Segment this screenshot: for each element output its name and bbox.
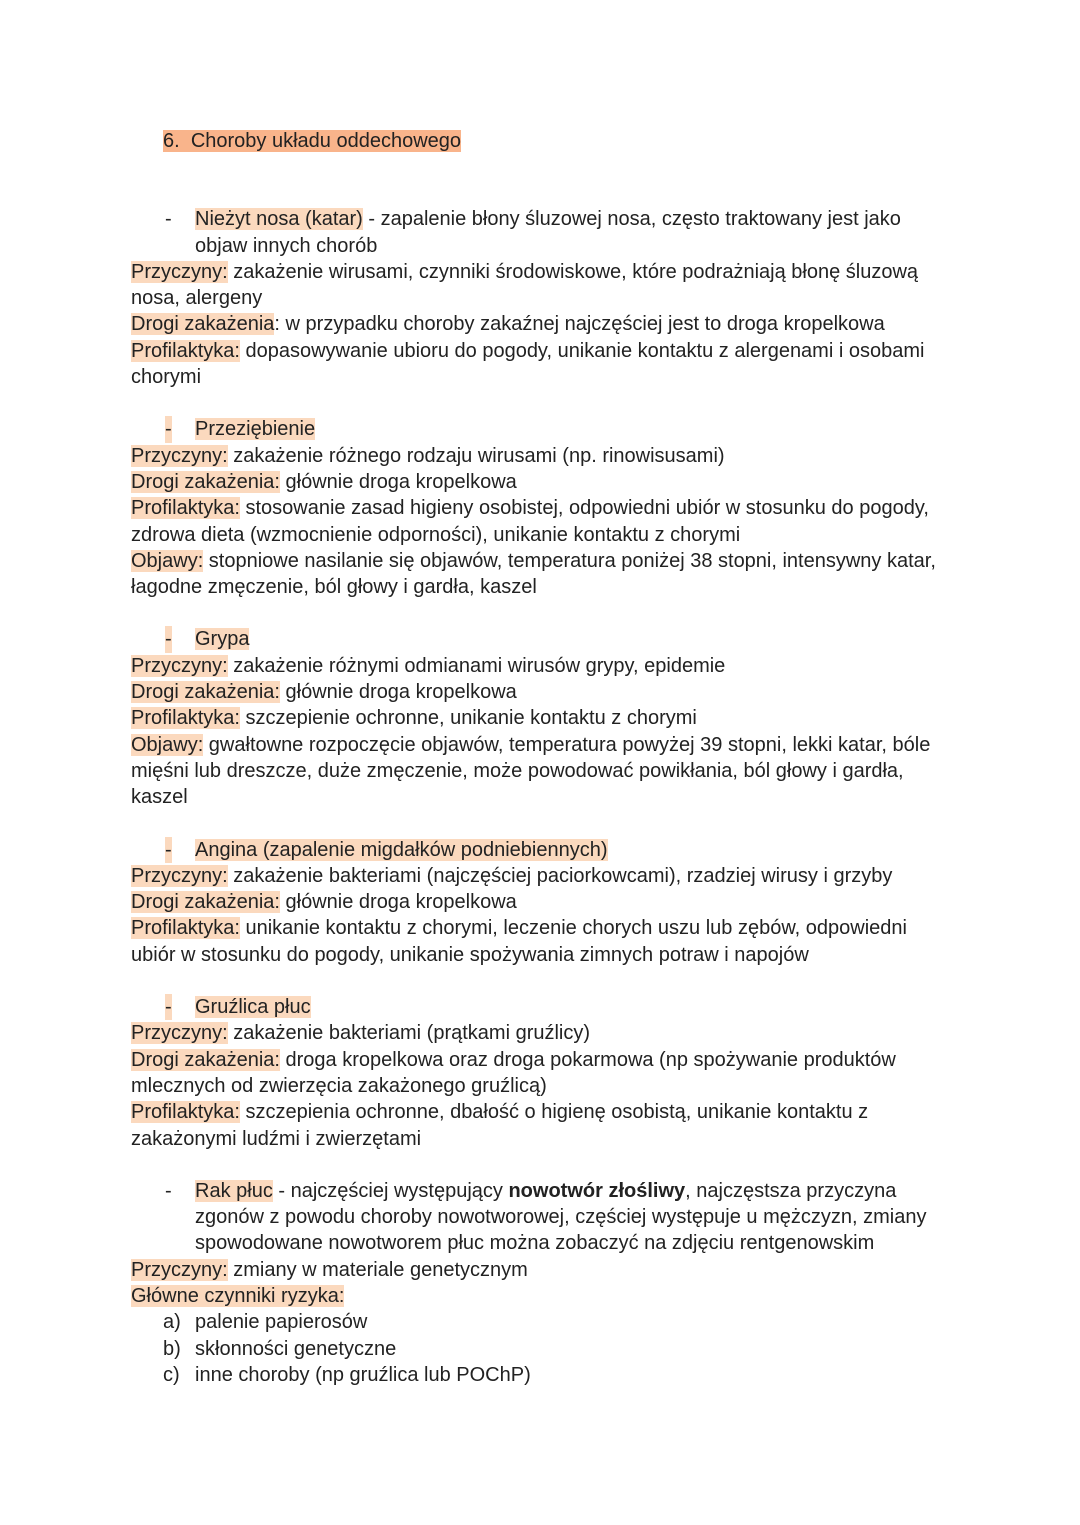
- value: zakażenie bakteriami (najczęściej paciorkowcami), rzadziej wirusy i grzyby: [227, 864, 893, 887]
- przyczyny-line: [131, 863, 941, 889]
- disease-name: Angina (zapalenie migdałków podniebiennych): [195, 838, 608, 861]
- disease-item-niezyt: [131, 206, 941, 259]
- objawy-line: [131, 732, 941, 811]
- list-item: [163, 1309, 941, 1335]
- disease-name: Nieżyt nosa (katar): [195, 208, 363, 231]
- label: Profilaktyka:: [131, 1101, 240, 1124]
- section-heading: [131, 128, 941, 154]
- disease-description-bold: nowotwór złośliwy: [508, 1179, 686, 1202]
- list-item-text: inne choroby (np gruźlica lub POChP): [195, 1363, 531, 1386]
- bullet-dash: -: [165, 416, 172, 442]
- list-marker: c): [163, 1363, 180, 1386]
- heading-text: [163, 130, 461, 152]
- label: Drogi zakażenia:: [131, 470, 280, 493]
- list-item-text: palenie papierosów: [195, 1311, 368, 1334]
- disease-item-rak: [131, 1178, 941, 1257]
- value: głównie droga kropelkowa: [279, 470, 517, 493]
- list-item: [163, 1362, 941, 1388]
- disease-name: Rak płuc: [195, 1179, 273, 1202]
- label: Profilaktyka:: [131, 497, 240, 520]
- profilaktyka-line: [131, 338, 941, 391]
- objawy-line: [131, 548, 941, 601]
- drogi-line: [131, 311, 941, 337]
- disease-description-rest: , najczęstsza przyczyna zgonów z powodu choroby nowotworowej, częściej występuje u mężczyzn, zmiany spowodowane nowotworem płuc można zobaczyć na zdjęciu rentgenowskim: [195, 1179, 927, 1255]
- label: Przyczyny:: [131, 1022, 228, 1045]
- label: Przyczyny:: [131, 444, 228, 467]
- document-content: [131, 128, 941, 1388]
- drogi-line: [131, 679, 941, 705]
- list-marker: a): [163, 1311, 181, 1334]
- czynniki-heading: [131, 1283, 941, 1309]
- list-marker: b): [163, 1337, 181, 1360]
- przyczyny-line: [131, 653, 941, 679]
- value: zakażenie wirusami, czynniki środowiskowe, które podrażniają błonę śluzową nosa, alergeny: [131, 260, 919, 310]
- value: szczepienie ochronne, unikanie kontaktu z chorymi: [239, 707, 697, 730]
- drogi-line: [131, 1047, 941, 1100]
- value: droga kropelkowa oraz droga pokarmowa (np spożywanie produktów mlecznych od zwierzęcia zakażonego gruźlicą): [131, 1048, 896, 1097]
- value: szczepienia ochronne, dbałość o higienę osobistą, unikanie kontaktu z zakażonymi ludźmi i zwierzętami: [131, 1101, 869, 1150]
- disease-item-angina: [131, 837, 941, 863]
- label: Objawy:: [131, 549, 204, 572]
- label: Objawy:: [131, 733, 204, 756]
- value: stopniowe nasilanie się objawów, temperatura poniżej 38 stopni, intensywny katar, łagodne zmęczenie, ból głowy i gardła, kaszel: [131, 549, 936, 599]
- disease-item-grypa: [131, 626, 941, 652]
- value: głównie droga kropelkowa: [279, 681, 517, 704]
- disease-item-przeziebienie: [131, 416, 941, 442]
- value: dopasowywanie ubioru do pogody, unikanie kontaktu z alergenami i osobami chorymi: [131, 339, 925, 389]
- value: głównie droga kropelkowa: [279, 891, 517, 914]
- profilaktyka-line: [131, 495, 941, 548]
- przyczyny-line: [131, 259, 941, 312]
- value: zakażenie różnymi odmianami wirusów grypy, epidemie: [227, 654, 726, 677]
- bullet-dash: -: [165, 1179, 172, 1202]
- value: zmiany w materiale genetycznym: [227, 1258, 528, 1281]
- drogi-line: [131, 469, 941, 495]
- disease-name: Przeziębienie: [195, 418, 316, 441]
- label: Główne czynniki ryzyka:: [131, 1284, 345, 1307]
- list-item-text: skłonności genetyczne: [195, 1337, 397, 1360]
- value: stosowanie zasad higieny osobistej, odpowiedni ubiór w stosunku do pogody, zdrowa dieta (wzmocnienie odporności), unikanie kontaktu z chorymi: [131, 497, 929, 546]
- label: Przyczyny:: [131, 864, 228, 887]
- value: gwałtowne rozpoczęcie objawów, temperatura powyżej 39 stopni, lekki katar, bóle mięśni lub dreszcze, duże zmęczenie, może powodować powikłania, ból głowy i gardła, kaszel: [131, 733, 931, 809]
- disease-name: Grypa: [195, 628, 250, 651]
- bullet-dash: -: [165, 626, 172, 652]
- disease-description: - zapalenie błony śluzowej nosa, często traktowany jest jako objaw innych chorób: [195, 208, 901, 257]
- label: Przyczyny:: [131, 1258, 228, 1281]
- heading-number: 6.: [163, 130, 180, 152]
- value: unikanie kontaktu z chorymi, leczenie chorych uszu lub zębów, odpowiedni ubiór w stosunku do pogody, unikanie spożywania zimnych potraw i napojów: [131, 917, 907, 966]
- list-item: [163, 1336, 941, 1362]
- label: Profilaktyka:: [131, 339, 240, 362]
- profilaktyka-line: [131, 1099, 941, 1152]
- label: Przyczyny:: [131, 654, 228, 677]
- label: Profilaktyka:: [131, 917, 240, 940]
- label: Drogi zakażenia: [131, 313, 275, 336]
- bullet-dash: -: [165, 208, 172, 231]
- przyczyny-line: [131, 443, 941, 469]
- label: Drogi zakażenia:: [131, 891, 280, 914]
- risk-factors-list: [131, 1309, 941, 1388]
- value: zakażenie bakteriami (prątkami gruźlicy): [227, 1022, 591, 1045]
- label: Drogi zakażenia:: [131, 681, 280, 704]
- drogi-line: [131, 889, 941, 915]
- bullet-dash: -: [165, 837, 172, 863]
- profilaktyka-line: [131, 915, 941, 968]
- przyczyny-line: [131, 1020, 941, 1046]
- disease-description: - najczęściej występujący: [272, 1179, 509, 1202]
- label: Drogi zakażenia:: [131, 1048, 280, 1071]
- profilaktyka-line: [131, 705, 941, 731]
- disease-name: Gruźlica płuc: [195, 996, 311, 1019]
- value: : w przypadku choroby zakaźnej najczęściej jest to droga kropelkowa: [274, 313, 885, 336]
- przyczyny-line: [131, 1257, 941, 1283]
- value: zakażenie różnego rodzaju wirusami (np. rinowisusami): [227, 444, 725, 467]
- disease-item-gruzlica: [131, 994, 941, 1020]
- bullet-dash: -: [165, 994, 172, 1020]
- label: Profilaktyka:: [131, 707, 240, 730]
- label: Przyczyny:: [131, 260, 228, 283]
- heading-title: Choroby układu oddechowego: [190, 130, 462, 152]
